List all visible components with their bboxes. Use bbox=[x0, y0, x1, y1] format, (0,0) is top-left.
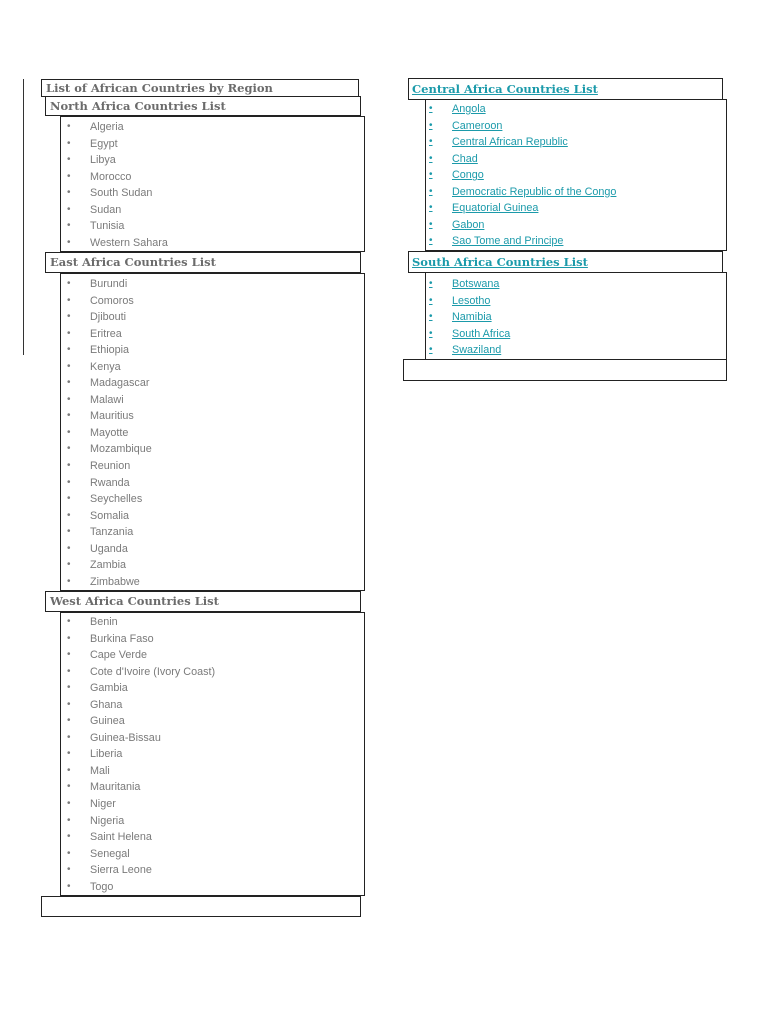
country-name: Guinea-Bissau bbox=[90, 731, 161, 744]
bullet-icon: • bbox=[67, 682, 71, 694]
bullet-icon: • bbox=[67, 748, 71, 760]
country-name: Rwanda bbox=[90, 476, 130, 489]
bullet-icon: • bbox=[67, 443, 71, 455]
margin-rule bbox=[23, 79, 24, 355]
country-name: Tunisia bbox=[90, 220, 125, 233]
country-link[interactable]: Namibia bbox=[452, 311, 492, 324]
bullet-icon: • bbox=[67, 715, 71, 727]
country-name: Cape Verde bbox=[90, 649, 148, 662]
country-name: Nigeria bbox=[90, 814, 125, 827]
central-list-box bbox=[425, 99, 727, 251]
bullet-icon: • bbox=[67, 360, 71, 372]
country-name: Kenya bbox=[90, 360, 121, 373]
bullet-icon: • bbox=[429, 278, 433, 289]
south-heading-link[interactable]: South Africa Countries List bbox=[412, 255, 588, 269]
central-heading-link[interactable]: Central Africa Countries List bbox=[412, 82, 598, 96]
bullet-icon: • bbox=[67, 864, 71, 876]
bullet-icon: • bbox=[67, 665, 71, 677]
bullet-icon: • bbox=[67, 649, 71, 661]
country-link[interactable]: South Africa bbox=[452, 327, 511, 340]
country-name: Liberia bbox=[90, 748, 123, 761]
bullet-icon: • bbox=[67, 731, 71, 743]
bullet-icon: • bbox=[67, 493, 71, 505]
country-link[interactable]: Gabon bbox=[452, 218, 485, 231]
country-name: Gambia bbox=[90, 682, 128, 695]
country-name: Egypt bbox=[90, 137, 118, 150]
south-heading-box bbox=[408, 251, 723, 273]
bullet-icon: • bbox=[67, 781, 71, 793]
east-list-box bbox=[60, 273, 365, 591]
bullet-icon: • bbox=[67, 187, 71, 199]
country-name: Zimbabwe bbox=[90, 575, 140, 588]
bullet-icon: • bbox=[67, 294, 71, 306]
bullet-icon: • bbox=[429, 119, 433, 131]
bullet-icon: • bbox=[67, 798, 71, 810]
bullet-icon: • bbox=[67, 203, 71, 215]
bullet-icon: • bbox=[429, 136, 433, 148]
bullet-icon: • bbox=[429, 344, 433, 356]
bullet-icon: • bbox=[429, 294, 433, 306]
bullet-icon: • bbox=[67, 426, 71, 438]
east-heading: East Africa Countries List bbox=[50, 255, 216, 269]
country-name: Niger bbox=[90, 798, 116, 811]
bullet-icon: • bbox=[67, 880, 71, 892]
bullet-icon: • bbox=[429, 235, 433, 247]
country-link[interactable]: Angola bbox=[452, 103, 486, 115]
bullet-icon: • bbox=[429, 311, 433, 323]
country-link[interactable]: Equatorial Guinea bbox=[452, 202, 539, 215]
bullet-icon: • bbox=[67, 632, 71, 644]
bullet-icon: • bbox=[67, 698, 71, 710]
country-name: Burundi bbox=[90, 278, 128, 290]
country-link[interactable]: Chad bbox=[452, 152, 478, 165]
country-name: Mali bbox=[90, 764, 110, 777]
north-list-box bbox=[60, 116, 365, 252]
country-name: Ethiopia bbox=[90, 344, 130, 357]
bullet-icon: • bbox=[429, 327, 433, 339]
south-list-box bbox=[425, 272, 727, 360]
bullet-icon: • bbox=[67, 377, 71, 389]
country-name: Togo bbox=[90, 880, 114, 893]
country-name: Seychelles bbox=[90, 493, 143, 506]
bullet-icon: • bbox=[67, 542, 71, 554]
country-link[interactable]: Congo bbox=[452, 169, 484, 182]
country-name: Sierra Leone bbox=[90, 864, 152, 877]
country-name: Mayotte bbox=[90, 426, 129, 439]
country-link[interactable]: Central African Republic bbox=[452, 136, 568, 149]
country-name: Guinea bbox=[90, 715, 125, 728]
country-name: Burkina Faso bbox=[90, 632, 154, 645]
north-heading-box bbox=[45, 96, 361, 116]
country-name: Mauritius bbox=[90, 410, 134, 423]
bullet-icon: • bbox=[67, 847, 71, 859]
bullet-icon: • bbox=[67, 137, 71, 149]
left-footer-box bbox=[41, 896, 361, 917]
country-name: Reunion bbox=[90, 460, 131, 473]
bullet-icon: • bbox=[67, 154, 71, 166]
country-name: Tanzania bbox=[90, 526, 134, 539]
bullet-icon: • bbox=[67, 170, 71, 182]
country-link[interactable]: Sao Tome and Principe bbox=[452, 235, 564, 248]
bullet-icon: • bbox=[429, 202, 433, 214]
bullet-icon: • bbox=[429, 185, 433, 197]
bullet-icon: • bbox=[67, 831, 71, 843]
country-name: Western Sahara bbox=[90, 236, 168, 249]
bullet-icon: • bbox=[67, 393, 71, 405]
country-name: Zambia bbox=[90, 559, 127, 572]
bullet-icon: • bbox=[67, 410, 71, 422]
bullet-icon: • bbox=[67, 311, 71, 323]
bullet-icon: • bbox=[429, 169, 433, 181]
bullet-icon: • bbox=[429, 152, 433, 164]
country-name: Sudan bbox=[90, 203, 122, 216]
country-name: Comoros bbox=[90, 294, 134, 307]
bullet-icon: • bbox=[67, 526, 71, 538]
country-name: Ghana bbox=[90, 698, 123, 711]
bullet-icon: • bbox=[67, 814, 71, 826]
bullet-icon: • bbox=[67, 559, 71, 571]
country-name: Senegal bbox=[90, 847, 130, 860]
country-link[interactable]: Lesotho bbox=[452, 294, 491, 307]
bullet-icon: • bbox=[67, 616, 71, 627]
country-link[interactable]: Botswana bbox=[452, 278, 500, 290]
central-heading-box bbox=[408, 78, 723, 100]
country-name: Mauritania bbox=[90, 781, 141, 794]
country-name: Libya bbox=[90, 154, 116, 167]
west-list-box bbox=[60, 612, 365, 896]
bullet-icon: • bbox=[67, 476, 71, 488]
country-name: Djibouti bbox=[90, 311, 127, 324]
right-footer-box bbox=[403, 359, 727, 381]
country-name: Cote d'Ivoire (Ivory Coast) bbox=[90, 665, 216, 678]
bullet-icon: • bbox=[67, 509, 71, 521]
page-title-box bbox=[41, 79, 359, 97]
country-link[interactable]: Cameroon bbox=[452, 119, 503, 132]
bullet-icon: • bbox=[67, 460, 71, 472]
country-name: Saint Helena bbox=[90, 831, 152, 844]
country-name: Malawi bbox=[90, 393, 124, 406]
west-heading: West Africa Countries List bbox=[50, 594, 219, 608]
country-name: Morocco bbox=[90, 170, 132, 183]
bullet-icon: • bbox=[67, 327, 71, 339]
bullet-icon: • bbox=[67, 220, 71, 232]
bullet-icon: • bbox=[67, 236, 71, 248]
country-name: Uganda bbox=[90, 542, 128, 555]
bullet-icon: • bbox=[67, 344, 71, 356]
country-link[interactable]: Democratic Republic of the Congo bbox=[452, 185, 617, 198]
country-link[interactable]: Swaziland bbox=[452, 344, 502, 357]
bullet-icon: • bbox=[67, 575, 71, 587]
bullet-icon: • bbox=[67, 764, 71, 776]
country-name: Algeria bbox=[90, 121, 124, 133]
bullet-icon: • bbox=[429, 103, 433, 114]
country-name: Somalia bbox=[90, 509, 130, 522]
country-name: Mozambique bbox=[90, 443, 152, 456]
bullet-icon: • bbox=[67, 121, 71, 132]
page-title: List of African Countries by Region bbox=[46, 81, 273, 95]
west-heading-box bbox=[45, 591, 361, 612]
country-name: South Sudan bbox=[90, 187, 153, 200]
country-name: Eritrea bbox=[90, 327, 122, 340]
bullet-icon: • bbox=[67, 278, 71, 289]
country-name: Madagascar bbox=[90, 377, 150, 390]
country-name: Benin bbox=[90, 616, 118, 628]
bullet-icon: • bbox=[429, 218, 433, 230]
north-heading: North Africa Countries List bbox=[50, 99, 226, 113]
east-heading-box bbox=[45, 252, 361, 273]
